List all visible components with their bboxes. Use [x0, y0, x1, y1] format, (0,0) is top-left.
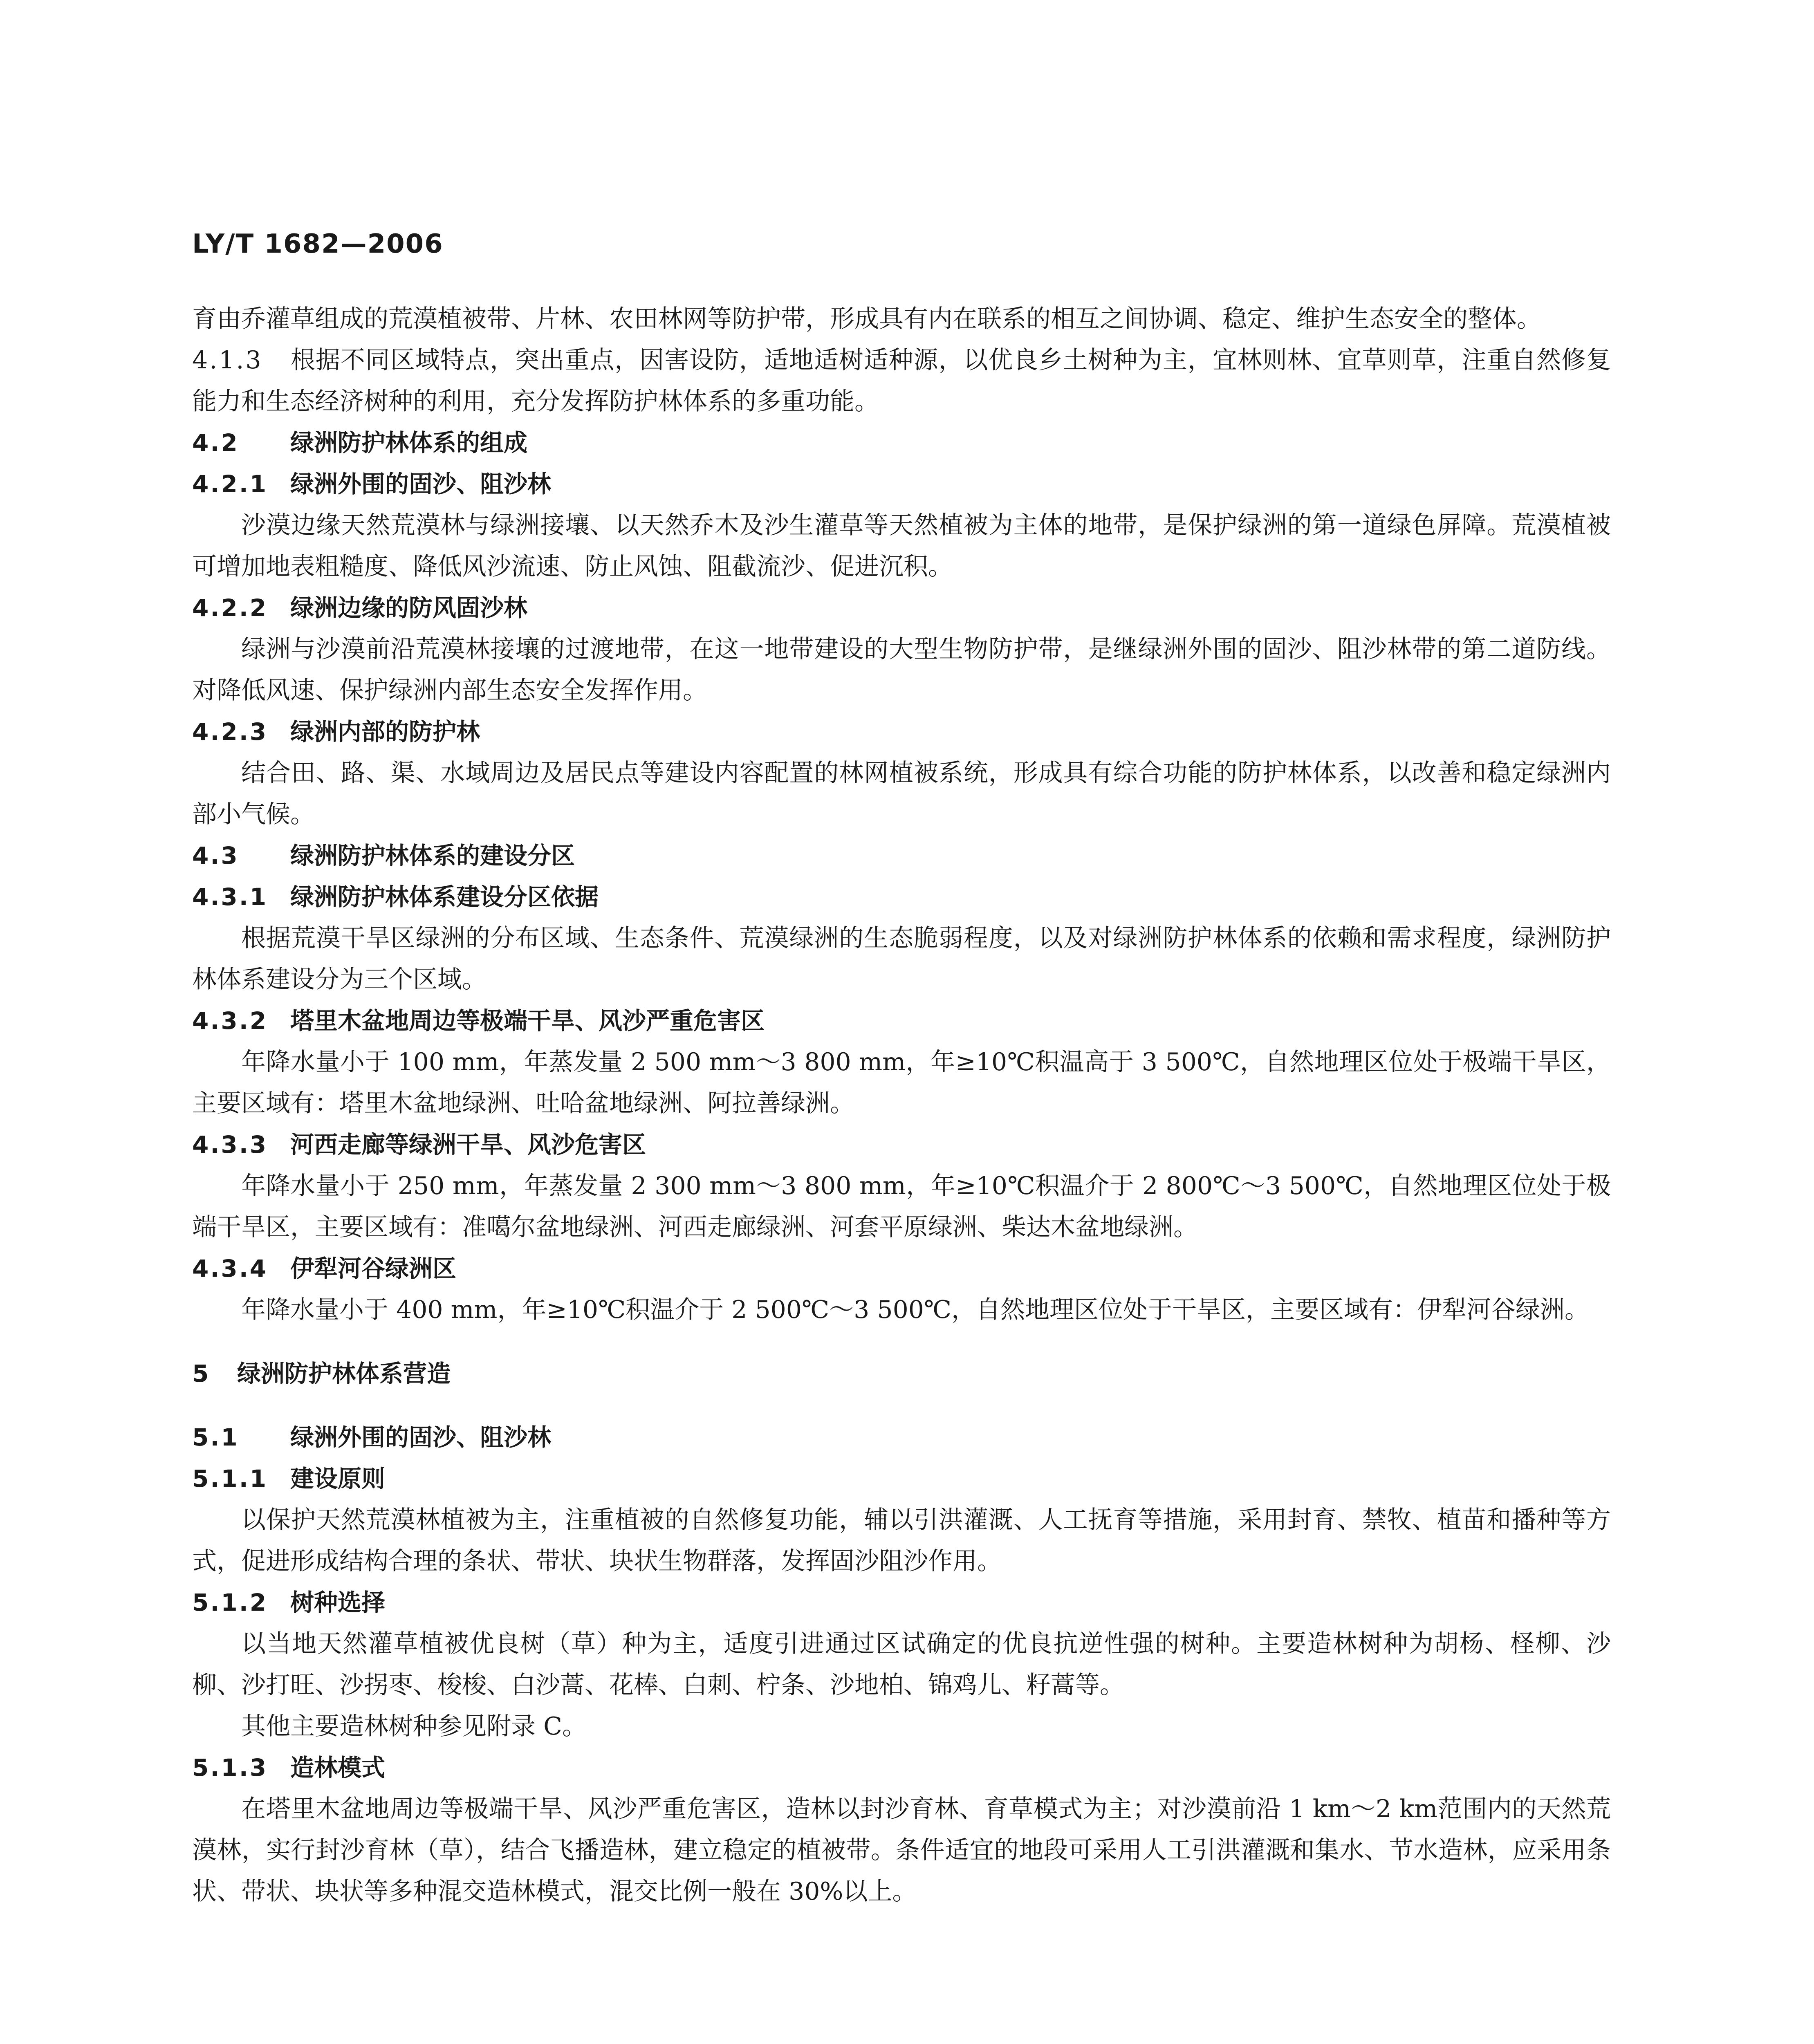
- paragraph: 年降水量小于 100 mm，年蒸发量 2 500 mm～3 800 mm，年≥10℃积温高于 3 500℃，自然地理区位处于极端干旱区，主要区域有：塔里木盆地绿洲、吐哈盆地绿洲、阿拉善绿洲。: [192, 1048, 1611, 1118]
- section-number: 4.3.3: [192, 1131, 268, 1159]
- section-title: 造林模式: [290, 1754, 386, 1782]
- section-heading: [192, 876, 1611, 918]
- section-number: 5.1.2: [192, 1589, 268, 1616]
- paragraph: 根据荒漠干旱区绿洲的分布区域、生态条件、荒漠绿洲的生态脆弱程度，以及对绿洲防护林体系的依赖和需求程度，绿洲防护林体系建设分为三个区域。: [192, 924, 1611, 994]
- section-number: 5.1: [192, 1423, 239, 1451]
- paragraph: 以保护天然荒漠林植被为主，注重植被的自然修复功能，辅以引洪灌溉、人工抚育等措施，采用封育、禁牧、植苗和播种等方式，促进形成结构合理的条状、带状、块状生物群落，发挥固沙阻沙作用。: [192, 1506, 1611, 1576]
- section-number: 4.2.3: [192, 718, 268, 746]
- paragraph: 年降水量小于 250 mm，年蒸发量 2 300 mm～3 800 mm，年≥10℃积温介于 2 800℃～3 500℃，自然地理区位处于极端干旱区，主要区域有：准噶尔盆地绿洲、河西走廊绿洲、河套平原绿洲、柴达木盆地绿洲。: [192, 1172, 1611, 1242]
- section-heading: [192, 1000, 1611, 1042]
- section-number: 4.2: [192, 429, 239, 457]
- paragraph: 其他主要造林树种参见附录 C。: [241, 1712, 587, 1741]
- section-title: 绿洲防护林体系的建设分区: [290, 842, 575, 870]
- clause-paragraph: [192, 340, 1611, 422]
- section-heading: [192, 1582, 1611, 1623]
- section-number: 5.1.3: [192, 1754, 268, 1782]
- section-heading: [192, 1248, 1611, 1289]
- paragraph: 育由乔灌草组成的荒漠植被带、片林、农田林网等防护带，形成具有内在联系的相互之间协调、稳定、维护生态安全的整体。: [192, 305, 1541, 333]
- paragraph: 在塔里木盆地周边等极端干旱、风沙严重危害区，造林以封沙育林、育草模式为主；对沙漠前沿 1 km～2 km范围内的天然荒漠林，实行封沙育林（草），结合飞播造林，建立稳定的植被带。条件适宜的地段可采用人工引洪灌溉和集水、节水造林，应采用条状、带状、块状等多种混交造林模式，混交比例一般在 30%以上。: [192, 1795, 1611, 1906]
- section-heading: [192, 835, 1611, 876]
- paragraph: 年降水量小于 400 mm，年≥10℃积温介于 2 500℃～3 500℃，自然地理区位处于干旱区，主要区域有：伊犁河谷绿洲。: [241, 1295, 1590, 1324]
- section-number: 4.3: [192, 842, 239, 870]
- body-content: [192, 298, 1611, 1912]
- section-heading: [192, 1124, 1611, 1165]
- section-heading: [192, 1417, 1611, 1458]
- paragraph: 绿洲与沙漠前沿荒漠林接壤的过渡地带，在这一地带建设的大型生物防护带，是继绿洲外围的固沙、阻沙林带的第二道防线。对降低风速、保护绿洲内部生态安全发挥作用。: [192, 635, 1611, 705]
- clause-number: 4.1.3: [192, 346, 263, 374]
- section-title: 绿洲外围的固沙、阻沙林: [290, 1423, 552, 1451]
- section-number: 4.2.2: [192, 594, 268, 622]
- section-heading: [192, 1747, 1611, 1788]
- section-number: 4.2.1: [192, 470, 268, 498]
- chapter-heading: [192, 1353, 1611, 1394]
- section-number: 5: [192, 1360, 211, 1387]
- section-heading: [192, 1458, 1611, 1499]
- section-title: 绿洲内部的防护林: [290, 718, 480, 746]
- section-number: 4.3.2: [192, 1007, 268, 1035]
- section-number: 4.3.1: [192, 883, 268, 911]
- section-number: 4.3.4: [192, 1255, 268, 1282]
- section-title: 绿洲防护林体系的组成: [290, 429, 528, 457]
- section-title: 树种选择: [290, 1589, 386, 1616]
- section-heading: [192, 711, 1611, 753]
- section-title: 建设原则: [290, 1465, 386, 1493]
- section-heading: [192, 587, 1611, 629]
- section-heading: [192, 464, 1611, 505]
- section-title: 绿洲边缘的防风固沙林: [290, 594, 528, 622]
- paragraph: 结合田、路、渠、水域周边及居民点等建设内容配置的林网植被系统，形成具有综合功能的防护林体系，以改善和稳定绿洲内部小气候。: [192, 759, 1611, 829]
- standard-code-header: LY/T 1682—2006: [192, 229, 444, 259]
- paragraph: 以当地天然灌草植被优良树（草）种为主，适度引进通过区试确定的优良抗逆性强的树种。主要造林树种为胡杨、柽柳、沙柳、沙打旺、沙拐枣、梭梭、白沙蒿、花棒、白刺、柠条、沙地柏、锦鸡儿、籽蒿等。: [192, 1629, 1611, 1699]
- section-number: 5.1.1: [192, 1465, 268, 1493]
- clause-text: 根据不同区域特点，突出重点，因害设防，适地适树适种源，以优良乡土树种为主，宜林则林、宜草则草，注重自然修复能力和生态经济树种的利用，充分发挥防护林体系的多重功能。: [192, 346, 1611, 416]
- section-title: 河西走廊等绿洲干旱、风沙危害区: [290, 1131, 646, 1159]
- section-title: 伊犁河谷绿洲区: [290, 1255, 457, 1282]
- section-title: 绿洲外围的固沙、阻沙林: [290, 470, 552, 498]
- section-title: 绿洲防护林体系营造: [237, 1360, 451, 1387]
- section-heading: [192, 422, 1611, 464]
- section-title: 绿洲防护林体系建设分区依据: [290, 883, 599, 911]
- section-title: 塔里木盆地周边等极端干旱、风沙严重危害区: [290, 1007, 765, 1035]
- paragraph: 沙漠边缘天然荒漠林与绿洲接壤、以天然乔木及沙生灌草等天然植被为主体的地带，是保护绿洲的第一道绿色屏障。荒漠植被可增加地表粗糙度、降低风沙流速、防止风蚀、阻截流沙、促进沉积。: [192, 511, 1611, 581]
